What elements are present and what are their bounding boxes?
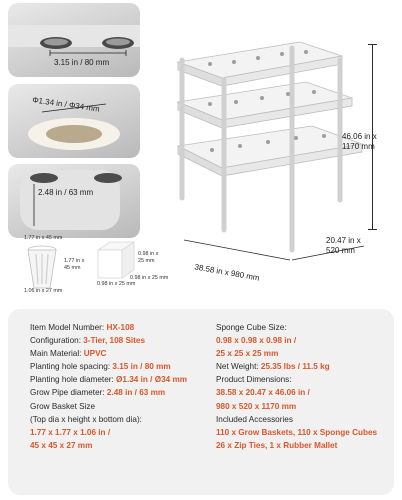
spec-value: 3-Tier, 108 Sites [83,336,146,346]
spec-row [216,386,377,399]
spec-value: 3.15 in / 80 mm [112,362,171,372]
spec-row [30,400,187,413]
spec-value: 0.98 x 0.98 x 0.98 in / [216,336,297,346]
spec-row [30,386,187,399]
basket-bottom-label: 1.06 in x 27 mm [24,288,63,294]
spec-row [216,360,377,373]
spec-row [30,413,187,426]
spec-row [30,439,187,452]
spec-row [216,334,377,347]
spec-value: 26 x Zip Ties, 1 x Rubber Mallet [216,440,338,450]
spec-label: Included Accessories [216,414,293,424]
spec-label: Planting hole spacing: [30,362,113,372]
sponge-height-label: 0.98 in x 25 mm [138,251,159,264]
spec-row [30,426,187,439]
specs-left-column [30,321,187,452]
spec-row [30,360,187,373]
sponge-width-label: 0.98 in x 25 mm [97,281,136,287]
hole-diameter-label: Φ1.34 in / Φ34 mm [31,95,101,114]
spec-value: Ø1.34 in / Ø34 mm [116,375,188,385]
spec-row [216,321,377,334]
spec-row [30,321,187,334]
spec-value: HX-108 [106,323,135,332]
spec-row [216,373,377,386]
spec-value: 25.35 lbs / 11.5 kg [260,362,330,372]
spec-value: 38.58 x 20.47 x 46.06 in / [216,388,310,398]
basket-top-label: 1.77 in x 45 mm [24,235,63,241]
spec-label: Grow Pipe diameter: [30,388,107,398]
basket-height-label: 1.77 in x 45 mm [64,258,85,271]
spec-row [30,334,187,347]
spec-row [216,400,377,413]
specs-right-column [216,321,377,452]
spec-row [216,413,377,426]
spec-value: 25 x 25 x 25 mm [216,349,279,359]
spec-label: Planting hole diameter: [30,375,117,385]
spec-row [216,426,377,439]
pipe-diameter-label: 2.48 in / 63 mm [38,188,94,197]
spec-value: 2.48 in / 63 mm [106,388,166,398]
spec-label: Main Material: [30,349,84,359]
spec-label: (Top dia x height x bottom dia): [30,414,142,424]
spec-value: 45 x 45 x 27 mm [30,440,93,450]
spec-value: 110 x Grow Baskets, 110 x Sponge Cubes [216,427,378,437]
spec-label: Product Dimensions: [216,375,292,385]
hole-spacing-label: 3.15 in / 80 mm [54,58,110,67]
spec-label: Configuration: [30,336,84,346]
spec-row [30,347,187,360]
spec-label: Net Weight: [216,362,261,372]
spec-value: 1.77 x 1.77 x 1.06 in / [30,427,111,437]
spec-label: Sponge Cube Size: [216,323,287,332]
spec-label: Item Model Number: [30,323,107,332]
height-dimension-label: 46.06 in x 1170 mm [342,132,377,151]
spec-value: 980 x 520 x 1170 mm [216,401,297,411]
spec-value: UPVC [83,349,107,359]
spec-row [30,373,187,386]
spec-label: Grow Basket Size [30,401,96,411]
depth-dimension-label: 20.47 in x 520 mm [326,236,361,255]
specifications-panel [8,309,394,495]
sponge-depth-label: 0.98 in x 25 mm [130,275,169,281]
spec-row [216,347,377,360]
width-dimension-label: 38.58 in x 980 mm [193,262,261,283]
spec-row [216,439,377,452]
